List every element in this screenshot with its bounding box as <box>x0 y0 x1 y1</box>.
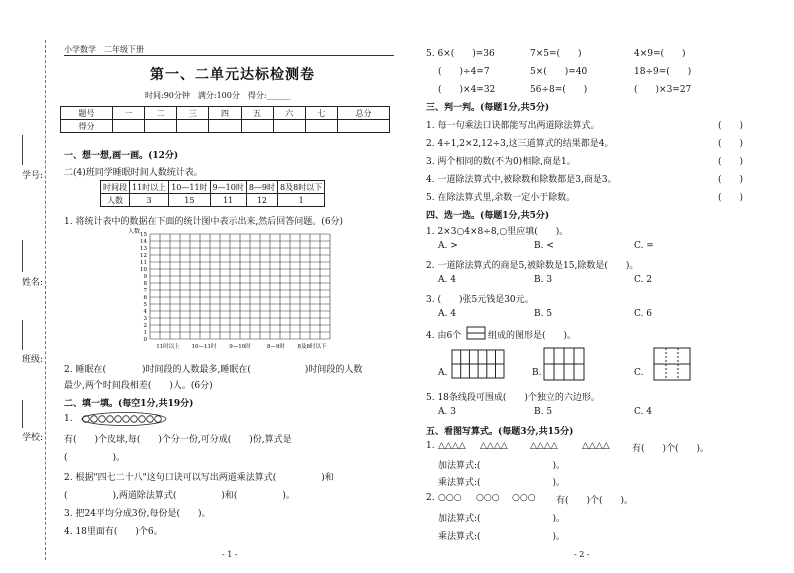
class-blank[interactable] <box>22 320 23 350</box>
sleep-table-value: 3 <box>130 194 169 207</box>
choice-2: 2. 一道除法算式的商是5,被除数是15,除数是( )。 <box>426 261 639 271</box>
q5-r1c3: 4×9=( ) <box>634 49 686 59</box>
ball-icon <box>115 416 122 423</box>
score-table <box>60 106 390 133</box>
chart-ytick: 9 <box>143 274 147 280</box>
choice-4-option-c[interactable]: C. <box>634 368 644 378</box>
header-left: 小学数学 二年级下册 <box>64 45 144 54</box>
score-header: 题号 <box>61 107 113 120</box>
sleep-table-header: 9—10时 <box>210 181 246 194</box>
circle-group: ○○○ <box>438 493 462 503</box>
school-label: 学校: <box>22 433 44 443</box>
picture-2-question: 有( )个( )。 <box>556 496 634 506</box>
chart-ytick: 6 <box>143 295 147 301</box>
section2-q4: 4. 18里面有( )个6。 <box>64 527 163 537</box>
sleep-table-row-label: 人数 <box>101 194 130 207</box>
choice-2-option-c[interactable]: C. 2 <box>634 275 653 285</box>
chart-ytick: 13 <box>140 246 147 252</box>
ball-icon <box>139 416 146 423</box>
name-label: 姓名: <box>22 278 44 288</box>
circle-group: ○○○ <box>512 493 536 503</box>
judge-answer-1[interactable]: ( ) <box>718 121 744 131</box>
page-number-left: - 1 - <box>222 550 238 559</box>
chart-ytick: 7 <box>143 288 147 294</box>
school-blank[interactable] <box>22 400 23 428</box>
choice-4-option-b[interactable]: B. <box>532 368 542 378</box>
score-cell[interactable] <box>177 120 209 133</box>
picture-2-addition: 加法算式:( )。 <box>438 514 566 524</box>
section1-q1: 1. 将统计表中的数据在下面的统计图中表示出来,然后回答问题。(6分) <box>64 217 344 227</box>
section2-q2-line2: ( ),两道除法算式( )和( )。 <box>64 491 295 501</box>
score-cell[interactable] <box>241 120 273 133</box>
binding-margin <box>0 0 58 573</box>
choice-2-option-b[interactable]: B. 3 <box>534 275 553 285</box>
judge-2: 2. 4÷1,2×2,12÷3,这三道算式的结果都是4。 <box>426 139 614 149</box>
choice-5-option-b[interactable]: B. 5 <box>534 407 553 417</box>
section2-q1-line1: 有( )个皮球,每( )个分一份,可分成( )份,算式是 <box>64 435 292 445</box>
picture-1-number: 1. <box>426 441 435 451</box>
ball-icon <box>99 416 106 423</box>
score-header: 四 <box>209 107 241 120</box>
picture-1-question: 有( )个( )。 <box>632 444 710 454</box>
ball-icon <box>131 416 138 423</box>
q5-r2c2: 5×( )=40 <box>530 67 588 77</box>
sleep-table-header: 11时以上 <box>130 181 169 194</box>
q5-r2c3: 18÷9=( ) <box>634 67 692 77</box>
name-blank[interactable] <box>22 240 23 272</box>
section2-q3: 3. 把24平均分成3份,每份是( )。 <box>64 509 211 519</box>
picture-1-multiplication: 乘法算式:( )。 <box>438 478 566 488</box>
choice-5-option-c[interactable]: C. 4 <box>634 407 653 417</box>
score-cell[interactable] <box>209 120 241 133</box>
section2-q1-number: 1. <box>64 414 73 424</box>
section1-q2-line1: 2. 睡眠在( )时间段的人数最多,睡眠在( )时间段的人数 <box>64 365 363 375</box>
ball-icon <box>83 416 90 423</box>
triangle-group: △△△△ <box>582 441 610 451</box>
q5-r2c1: ( )÷4=7 <box>438 67 490 77</box>
sleep-table-header: 时间段 <box>101 181 130 194</box>
chart-ytick: 12 <box>140 253 147 259</box>
chart-ytick: 8 <box>143 281 147 287</box>
chart-ytick: 15 <box>140 232 147 238</box>
ball-icon <box>155 416 162 423</box>
chart-ytick: 14 <box>140 239 147 245</box>
chart-ytick: 3 <box>143 316 147 322</box>
binding-fold-line <box>45 40 47 560</box>
score-row-label: 得分 <box>61 120 113 133</box>
chart-ytick: 5 <box>143 302 147 308</box>
sleep-table-value: 15 <box>169 194 210 207</box>
score-header: 三 <box>177 107 209 120</box>
chart-ytick: 1 <box>143 330 147 336</box>
judge-answer-4[interactable]: ( ) <box>718 175 744 185</box>
choice-1-option-c[interactable]: C. = <box>634 241 654 251</box>
chart-ylabel: 人数 <box>128 228 141 235</box>
choice-5: 5. 18条线段可围成( )个独立的六边形。 <box>426 393 600 403</box>
choice-4-suffix: 组成的图形是( )。 <box>488 331 577 341</box>
judge-answer-5[interactable]: ( ) <box>718 193 744 203</box>
statistics-chart[interactable] <box>128 228 338 358</box>
page-number-right: - 2 - <box>574 550 590 559</box>
circle-group: ○○○ <box>476 493 500 503</box>
chart-xtick: 8及8时以下 <box>297 344 327 350</box>
choice-3-option-b[interactable]: B. 5 <box>534 309 553 319</box>
chart-xtick: 8—9时 <box>267 344 285 350</box>
choice-4-prefix: 4. 由6个 <box>426 331 462 341</box>
q5-r1c2: 7×5=( ) <box>530 49 582 59</box>
option-a-figure <box>450 346 510 382</box>
chart-xtick: 9—10时 <box>229 344 251 350</box>
score-header: 七 <box>305 107 337 120</box>
triangle-group: △△△△ <box>438 441 466 451</box>
triangle-group: △△△△ <box>480 441 508 451</box>
triangle-group: △△△△ <box>530 441 558 451</box>
score-header: 二 <box>145 107 177 120</box>
section2-q2-line1: 2. 根据"四七二十八"这句口诀可以写出两道乘法算式( )和 <box>64 473 334 483</box>
score-header: 总分 <box>338 107 390 120</box>
page-subtitle: 时间:90分钟 满分:100分 得分:______ <box>145 91 291 100</box>
score-cell[interactable] <box>112 120 144 133</box>
ball-icon <box>147 416 154 423</box>
section4-heading: 四、选一选。(每题1分,共5分) <box>426 211 550 221</box>
score-cell[interactable] <box>338 120 390 133</box>
ball-icon <box>91 416 98 423</box>
option-c-figure <box>646 346 706 382</box>
score-cell[interactable] <box>145 120 177 133</box>
q5-r3c1: ( )×4=32 <box>438 85 496 95</box>
choice-1: 1. 2×3○4×8÷8,○里应填( )。 <box>426 227 569 237</box>
student-id-label: 学号: <box>22 171 44 181</box>
q5-r3c2: 56÷8=( ) <box>530 85 588 95</box>
option-b-figure <box>542 346 602 382</box>
balls-illustration <box>80 412 170 429</box>
judge-answer-2[interactable]: ( ) <box>718 139 744 149</box>
judge-5: 5. 在除法算式里,余数一定小于除数。 <box>426 193 576 203</box>
sleep-table-value: 11 <box>210 194 246 207</box>
choice-4-option-a[interactable]: A. <box>438 368 448 378</box>
chart-ytick: 2 <box>143 323 147 329</box>
chart-xtick: 11时以上 <box>156 344 180 350</box>
choice-1-option-b[interactable]: B. < <box>534 241 554 251</box>
score-cell[interactable] <box>273 120 305 133</box>
judge-1: 1. 每一句乘法口诀都能写出两道除法算式。 <box>426 121 600 131</box>
picture-1-addition: 加法算式:( )。 <box>438 461 566 471</box>
ball-icon <box>123 416 130 423</box>
q5-r1c1: 5. 6×( )=36 <box>426 49 495 59</box>
choice-1-option-a[interactable]: A. > <box>438 241 458 251</box>
picture-2-multiplication: 乘法算式:( )。 <box>438 532 566 542</box>
small-square-unit-figure <box>466 326 486 340</box>
choice-5-option-a[interactable]: A. 3 <box>438 407 456 417</box>
score-cell[interactable] <box>305 120 337 133</box>
sleep-table-header: 8及8时以下 <box>278 181 325 194</box>
judge-answer-3[interactable]: ( ) <box>718 157 744 167</box>
page-title: 第一、二单元达标检测卷 <box>150 67 315 83</box>
section1-q2-line2: 最少,两个时间段相差( )人。(6分) <box>64 381 213 391</box>
student-id-blank[interactable] <box>22 135 23 165</box>
choice-3: 3. ( )张5元钱是30元。 <box>426 295 534 305</box>
sleep-table <box>100 180 325 207</box>
score-header: 六 <box>273 107 305 120</box>
choice-3-option-c[interactable]: C. 6 <box>634 309 653 319</box>
class-label: 班级: <box>22 355 44 365</box>
choice-2-option-a[interactable]: A. 4 <box>438 275 456 285</box>
section1-intro: 二(4)班同学睡眠时间人数统计表。 <box>64 168 203 178</box>
sleep-table-header: 10—11时 <box>169 181 210 194</box>
chart-ytick: 0 <box>143 337 147 343</box>
section1-heading: 一、想一想,画一画。(12分) <box>64 151 179 161</box>
sleep-table-header: 8—9时 <box>246 181 277 194</box>
sleep-table-value: 12 <box>246 194 277 207</box>
chart-ytick: 10 <box>140 267 147 273</box>
q5-r3c3: ( )×3=27 <box>634 85 692 95</box>
chart-xtick: 10—11时 <box>191 344 217 350</box>
picture-2-number: 2. <box>426 493 435 503</box>
chart-ytick: 4 <box>143 309 147 315</box>
judge-4: 4. 一道除法算式中,被除数和除数都是3,商是3。 <box>426 175 617 185</box>
chart-ytick: 11 <box>140 260 147 266</box>
section3-heading: 三、判一判。(每题1分,共5分) <box>426 103 550 113</box>
score-header: 一 <box>112 107 144 120</box>
judge-3: 3. 两个相同的数(不为0)相除,商是1。 <box>426 157 576 167</box>
sleep-table-value: 1 <box>278 194 325 207</box>
section2-q1-line2: ( )。 <box>64 453 126 463</box>
ball-icon <box>107 416 114 423</box>
header-rule <box>64 55 394 56</box>
score-header: 五 <box>241 107 273 120</box>
choice-3-option-a[interactable]: A. 4 <box>438 309 456 319</box>
section2-heading: 二、填一填。(每空1分,共19分) <box>64 399 194 409</box>
section5-heading: 五、看图写算式。(每题3分,共15分) <box>426 427 574 437</box>
